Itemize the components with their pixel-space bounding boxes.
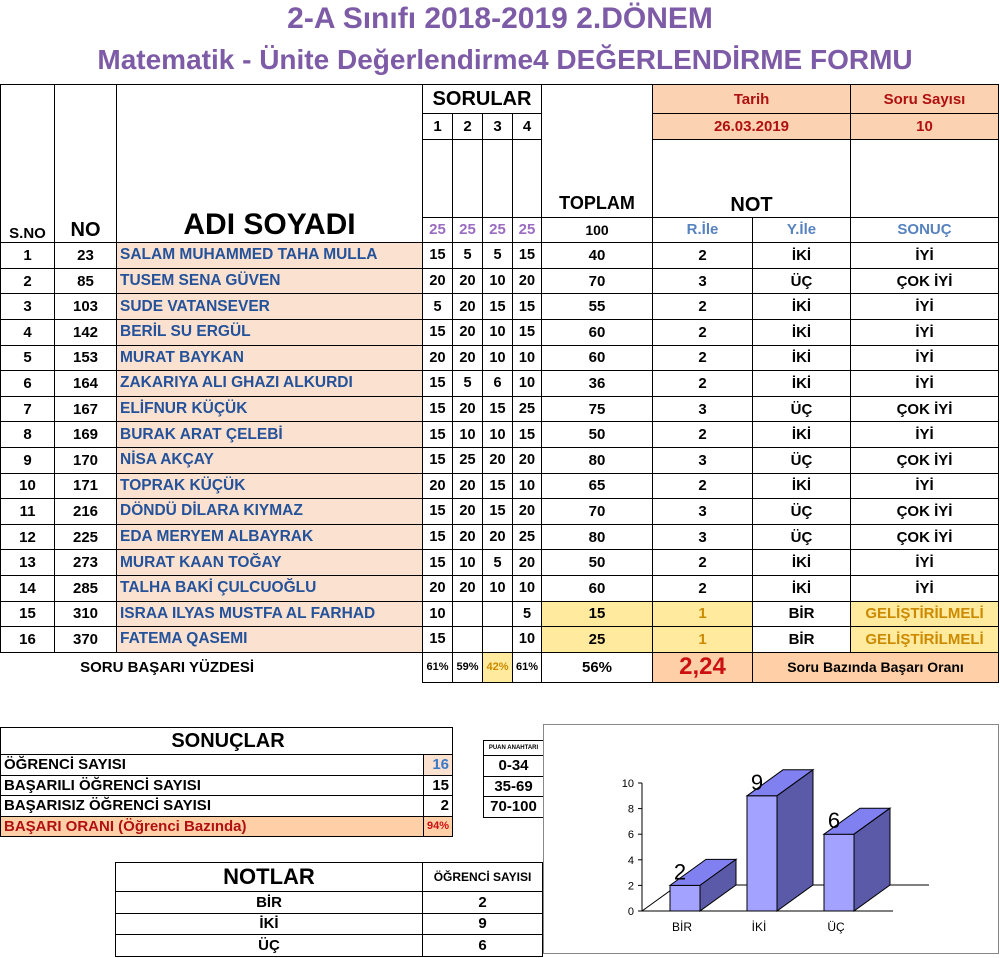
q-blank	[453, 139, 483, 217]
no-cell: 273	[55, 550, 117, 576]
sonuc-cell: İYİ	[851, 243, 999, 269]
student-name: EDA MERYEM ALBAYRAK	[117, 524, 423, 550]
toplam-max: 100	[542, 217, 653, 243]
soru-sayisi-value: 10	[851, 114, 999, 140]
soru-sayisi-label: Soru Sayısı	[851, 85, 999, 114]
student-name: ZAKARIYA ALI GHAZI ALKURDI	[117, 371, 423, 397]
sno-cell: 15	[1, 601, 55, 627]
puan-range: 70-100	[484, 797, 544, 818]
q-score: 10	[483, 319, 513, 345]
q-score: 20	[423, 345, 453, 371]
not-label: İKİ	[116, 913, 423, 935]
q-pct: 59%	[453, 652, 483, 683]
r-grade: 3	[653, 499, 753, 525]
q-score: 20	[453, 524, 483, 550]
q-score: 20	[513, 447, 542, 473]
table-row	[1, 268, 999, 294]
sonuc-cell: İYİ	[851, 473, 999, 499]
q-blank	[513, 139, 542, 217]
q-score	[453, 627, 483, 653]
q-score: 15	[423, 371, 453, 397]
q-num: 2	[453, 114, 483, 140]
q-pct: 42%	[483, 652, 513, 683]
sonuc-cell: ÇOK İYİ	[851, 268, 999, 294]
student-name: SALAM MUHAMMED TAHA MULLA	[117, 243, 423, 269]
q-points: 25	[513, 217, 542, 243]
q-score: 25	[453, 447, 483, 473]
r-grade: 2	[653, 243, 753, 269]
basarisiz-value: 2	[424, 796, 453, 817]
student-name: BURAK ARAT ÇELEBİ	[117, 422, 423, 448]
y-grade: İKİ	[753, 371, 851, 397]
q-score: 10	[453, 422, 483, 448]
q-score: 15	[483, 396, 513, 422]
bar-data-label: 2	[673, 859, 687, 885]
sonuc-cell: İYİ	[851, 575, 999, 601]
average-grade: 2,24	[653, 652, 753, 683]
notlar-table	[115, 862, 543, 957]
q-points: 25	[453, 217, 483, 243]
q-score: 20	[423, 473, 453, 499]
bar-front	[670, 885, 700, 911]
sno-cell: 16	[1, 627, 55, 653]
notlar-title: NOTLAR	[116, 863, 423, 892]
bar-data-label: 6	[827, 808, 841, 834]
q-score: 20	[453, 396, 483, 422]
q-score: 20	[453, 575, 483, 601]
q-score: 20	[453, 499, 483, 525]
puan-anahtari-table	[483, 740, 544, 818]
total-cell: 70	[542, 268, 653, 294]
student-name: MURAT BAYKAN	[117, 345, 423, 371]
sonuc-cell: ÇOK İYİ	[851, 524, 999, 550]
y-grade: İKİ	[753, 473, 851, 499]
y-tick-label: 10	[621, 778, 634, 790]
total-cell: 25	[542, 627, 653, 653]
student-name: TALHA BAKİ ÇULCUOĞLU	[117, 575, 423, 601]
bar-front	[824, 834, 854, 911]
table-row	[1, 499, 999, 525]
page-title: 2-A Sınıfı 2018-2019 2.DÖNEM	[287, 2, 713, 35]
sonuc-cell: ÇOK İYİ	[851, 499, 999, 525]
q-score: 20	[453, 268, 483, 294]
r-grade: 2	[653, 473, 753, 499]
student-name: SUDE VATANSEVER	[117, 294, 423, 320]
q-score: 5	[483, 243, 513, 269]
r-grade: 3	[653, 447, 753, 473]
q-score: 20	[513, 268, 542, 294]
q-score: 10	[513, 371, 542, 397]
sonuc-cell: İYİ	[851, 422, 999, 448]
sno-cell: 6	[1, 371, 55, 397]
total-pct: 56%	[542, 652, 653, 683]
soru-bazinda-label: Soru Bazında Başarı Oranı	[753, 652, 999, 683]
y-grade: İKİ	[753, 345, 851, 371]
total-cell: 36	[542, 371, 653, 397]
q-score: 15	[423, 524, 453, 550]
q-score: 10	[483, 268, 513, 294]
student-name: FATEMA QASEMI	[117, 627, 423, 653]
q-score: 15	[423, 319, 453, 345]
evaluation-table	[0, 84, 999, 683]
basari-orani-value: 94%	[424, 816, 453, 837]
q-score: 15	[423, 422, 453, 448]
q-blank	[423, 139, 453, 217]
r-grade: 2	[653, 422, 753, 448]
q-score: 15	[483, 473, 513, 499]
table-row	[1, 550, 999, 576]
q-score: 15	[423, 447, 453, 473]
q-score: 20	[483, 524, 513, 550]
notlar-col-header: ÖĞRENCİ SAYISI	[423, 863, 543, 892]
table-row	[1, 396, 999, 422]
r-grade: 2	[653, 345, 753, 371]
table-row	[1, 345, 999, 371]
y-grade: İKİ	[753, 575, 851, 601]
sno-cell: 4	[1, 319, 55, 345]
table-row	[1, 294, 999, 320]
y-tick-label: 4	[627, 854, 634, 867]
r-grade: 3	[653, 524, 753, 550]
no-header: NO	[55, 85, 117, 243]
name-header: ADI SOYADI	[117, 85, 423, 243]
y-tick-label: 2	[627, 880, 634, 893]
y-tick-label: 8	[627, 803, 634, 816]
no-cell: 225	[55, 524, 117, 550]
not-count: 9	[423, 913, 543, 935]
q-score: 5	[423, 294, 453, 320]
q-pct: 61%	[513, 652, 542, 683]
no-cell: 370	[55, 627, 117, 653]
q-score: 5	[513, 601, 542, 627]
q-score: 15	[423, 396, 453, 422]
grade-chart	[543, 724, 999, 954]
q-score	[483, 601, 513, 627]
total-cell: 80	[542, 524, 653, 550]
x-tick-label: BİR	[671, 920, 693, 934]
table-row	[1, 243, 999, 269]
total-cell: 50	[542, 422, 653, 448]
q-points: 25	[483, 217, 513, 243]
sno-cell: 7	[1, 396, 55, 422]
q-blank	[483, 139, 513, 217]
sno-cell: 10	[1, 473, 55, 499]
sonuc-cell: İYİ	[851, 371, 999, 397]
sno-cell: 8	[1, 422, 55, 448]
tarih-label: Tarih	[653, 85, 851, 114]
sorular-header: SORULAR	[423, 85, 542, 114]
sonuc-cell: İYİ	[851, 319, 999, 345]
q-score: 10	[513, 627, 542, 653]
r-grade: 2	[653, 575, 753, 601]
y-grade: İKİ	[753, 422, 851, 448]
total-cell: 50	[542, 550, 653, 576]
q-score	[483, 627, 513, 653]
y-tick-label: 0	[627, 906, 634, 918]
q-score	[453, 601, 483, 627]
q-score: 15	[513, 319, 542, 345]
total-cell: 55	[542, 294, 653, 320]
y-grade: ÜÇ	[753, 499, 851, 525]
student-name: MURAT KAAN TOĞAY	[117, 550, 423, 576]
no-cell: 171	[55, 473, 117, 499]
sno-cell: 1	[1, 243, 55, 269]
q-score: 20	[513, 499, 542, 525]
sno-cell: 14	[1, 575, 55, 601]
student-name: TOPRAK KÜÇÜK	[117, 473, 423, 499]
q-num: 1	[423, 114, 453, 140]
y-grade: ÜÇ	[753, 268, 851, 294]
bar-data-label: 9	[750, 769, 764, 795]
q-score: 15	[423, 243, 453, 269]
sno-header: S.NO	[1, 85, 55, 243]
no-cell: 285	[55, 575, 117, 601]
not-count: 6	[423, 935, 543, 957]
student-name: ELİFNUR KÜÇÜK	[117, 396, 423, 422]
q-score: 20	[483, 447, 513, 473]
no-cell: 169	[55, 422, 117, 448]
q-score: 5	[483, 550, 513, 576]
no-cell: 142	[55, 319, 117, 345]
sonuc-cell: ÇOK İYİ	[851, 396, 999, 422]
sonuclar-title: SONUÇLAR	[1, 728, 453, 755]
y-grade: ÜÇ	[753, 447, 851, 473]
sonuclar-table	[0, 727, 453, 837]
no-cell: 167	[55, 396, 117, 422]
puan-range: 35-69	[484, 776, 544, 797]
table-row	[1, 575, 999, 601]
sno-cell: 3	[1, 294, 55, 320]
basarisiz-label: BAŞARISIZ ÖĞRENCİ SAYISI	[1, 796, 424, 817]
q-score: 15	[423, 499, 453, 525]
r-grade: 2	[653, 550, 753, 576]
sno-cell: 9	[1, 447, 55, 473]
q-score: 15	[513, 294, 542, 320]
table-row	[1, 524, 999, 550]
total-cell: 75	[542, 396, 653, 422]
table-row	[1, 447, 999, 473]
q-pct: 61%	[423, 652, 453, 683]
y-grade: ÜÇ	[753, 524, 851, 550]
no-cell: 216	[55, 499, 117, 525]
sonuc-cell: İYİ	[851, 294, 999, 320]
total-cell: 65	[542, 473, 653, 499]
no-cell: 23	[55, 243, 117, 269]
y-grade: BİR	[753, 601, 851, 627]
table-row	[1, 601, 999, 627]
r-grade: 2	[653, 294, 753, 320]
y-grade: İKİ	[753, 550, 851, 576]
x-tick-label: ÜÇ	[827, 920, 845, 934]
total-cell: 70	[542, 499, 653, 525]
q-num: 4	[513, 114, 542, 140]
ogrenci-sayisi-label: ÖĞRENCİ SAYISI	[1, 755, 424, 776]
bar-front	[747, 796, 777, 911]
sonuc-cell: İYİ	[851, 345, 999, 371]
basari-orani-label: BAŞARI ORANI (Öğrenci Bazında)	[1, 816, 424, 837]
q-score: 10	[483, 575, 513, 601]
sonuc-cell: GELİŞTİRİLMELİ	[851, 601, 999, 627]
sonuc-cell: İYİ	[851, 550, 999, 576]
q-score: 10	[423, 601, 453, 627]
r-ile-header: R.İle	[653, 217, 753, 243]
q-score: 10	[483, 345, 513, 371]
q-score: 25	[513, 396, 542, 422]
student-name: TUSEM SENA GÜVEN	[117, 268, 423, 294]
q-score: 20	[453, 345, 483, 371]
basarili-label: BAŞARILI ÖĞRENCİ SAYISI	[1, 775, 424, 796]
ogrenci-sayisi-value: 16	[424, 755, 453, 776]
no-cell: 85	[55, 268, 117, 294]
q-score: 15	[423, 627, 453, 653]
q-num: 3	[483, 114, 513, 140]
no-cell: 103	[55, 294, 117, 320]
table-row	[1, 473, 999, 499]
q-score: 15	[483, 294, 513, 320]
y-grade: BİR	[753, 627, 851, 653]
total-cell: 15	[542, 601, 653, 627]
sno-cell: 12	[1, 524, 55, 550]
student-name: NİSA AKÇAY	[117, 447, 423, 473]
toplam-header: TOPLAM	[542, 85, 653, 218]
y-tick-label: 6	[627, 829, 634, 842]
sno-cell: 13	[1, 550, 55, 576]
sonuc-cell: GELİŞTİRİLMELİ	[851, 627, 999, 653]
sonuc-header: SONUÇ	[851, 217, 999, 243]
q-score: 20	[453, 294, 483, 320]
r-grade: 1	[653, 601, 753, 627]
y-grade: İKİ	[753, 294, 851, 320]
not-count: 2	[423, 892, 543, 914]
student-name: BERİL SU ERGÜL	[117, 319, 423, 345]
total-cell: 60	[542, 345, 653, 371]
sno-cell: 11	[1, 499, 55, 525]
grade-chart-svg	[544, 725, 998, 953]
y-grade: İKİ	[753, 243, 851, 269]
r-grade: 2	[653, 319, 753, 345]
y-grade: ÜÇ	[753, 396, 851, 422]
q-score: 20	[513, 550, 542, 576]
no-cell: 164	[55, 371, 117, 397]
table-row	[1, 319, 999, 345]
q-score: 10	[513, 473, 542, 499]
not-label: ÜÇ	[116, 935, 423, 957]
total-cell: 60	[542, 319, 653, 345]
puan-anahtari-title: PUAN ANAHTARI	[484, 741, 544, 756]
q-score: 10	[513, 345, 542, 371]
soru-basari-label: SORU BAŞARI YÜZDESİ	[1, 652, 423, 683]
total-cell: 40	[542, 243, 653, 269]
r-grade: 3	[653, 268, 753, 294]
q-score: 10	[513, 575, 542, 601]
basarili-value: 15	[424, 775, 453, 796]
q-score: 15	[513, 422, 542, 448]
q-points: 25	[423, 217, 453, 243]
q-score: 25	[513, 524, 542, 550]
student-name: DÖNDÜ DİLARA KIYMAZ	[117, 499, 423, 525]
q-score: 10	[483, 422, 513, 448]
y-ile-header: Y.İle	[753, 217, 851, 243]
sonuc-cell: ÇOK İYİ	[851, 447, 999, 473]
q-score: 20	[423, 575, 453, 601]
x-tick-label: İKİ	[751, 920, 767, 934]
q-score: 6	[483, 371, 513, 397]
q-score: 15	[423, 550, 453, 576]
student-name: ISRAA ILYAS MUSTFA AL FARHAD	[117, 601, 423, 627]
page-subtitle: Matematik - Ünite Değerlendirme4 DEĞERLENDİRME FORMU	[97, 44, 913, 75]
table-row	[1, 627, 999, 653]
total-cell: 60	[542, 575, 653, 601]
q-score: 15	[483, 499, 513, 525]
y-grade: İKİ	[753, 319, 851, 345]
sno-cell: 2	[1, 268, 55, 294]
puan-range: 0-34	[484, 756, 544, 777]
no-cell: 170	[55, 447, 117, 473]
r-grade: 3	[653, 396, 753, 422]
not-label: BİR	[116, 892, 423, 914]
sonuc-blank	[851, 139, 999, 217]
table-row	[1, 371, 999, 397]
q-score: 5	[453, 243, 483, 269]
table-row	[1, 422, 999, 448]
q-score: 15	[513, 243, 542, 269]
q-score: 20	[453, 319, 483, 345]
q-score: 5	[453, 371, 483, 397]
total-cell: 80	[542, 447, 653, 473]
r-grade: 1	[653, 627, 753, 653]
no-cell: 153	[55, 345, 117, 371]
q-score: 20	[453, 473, 483, 499]
no-cell: 310	[55, 601, 117, 627]
q-score: 20	[423, 268, 453, 294]
sno-cell: 5	[1, 345, 55, 371]
not-header: NOT	[653, 139, 851, 217]
q-score: 10	[453, 550, 483, 576]
tarih-value: 26.03.2019	[653, 114, 851, 140]
r-grade: 2	[653, 371, 753, 397]
